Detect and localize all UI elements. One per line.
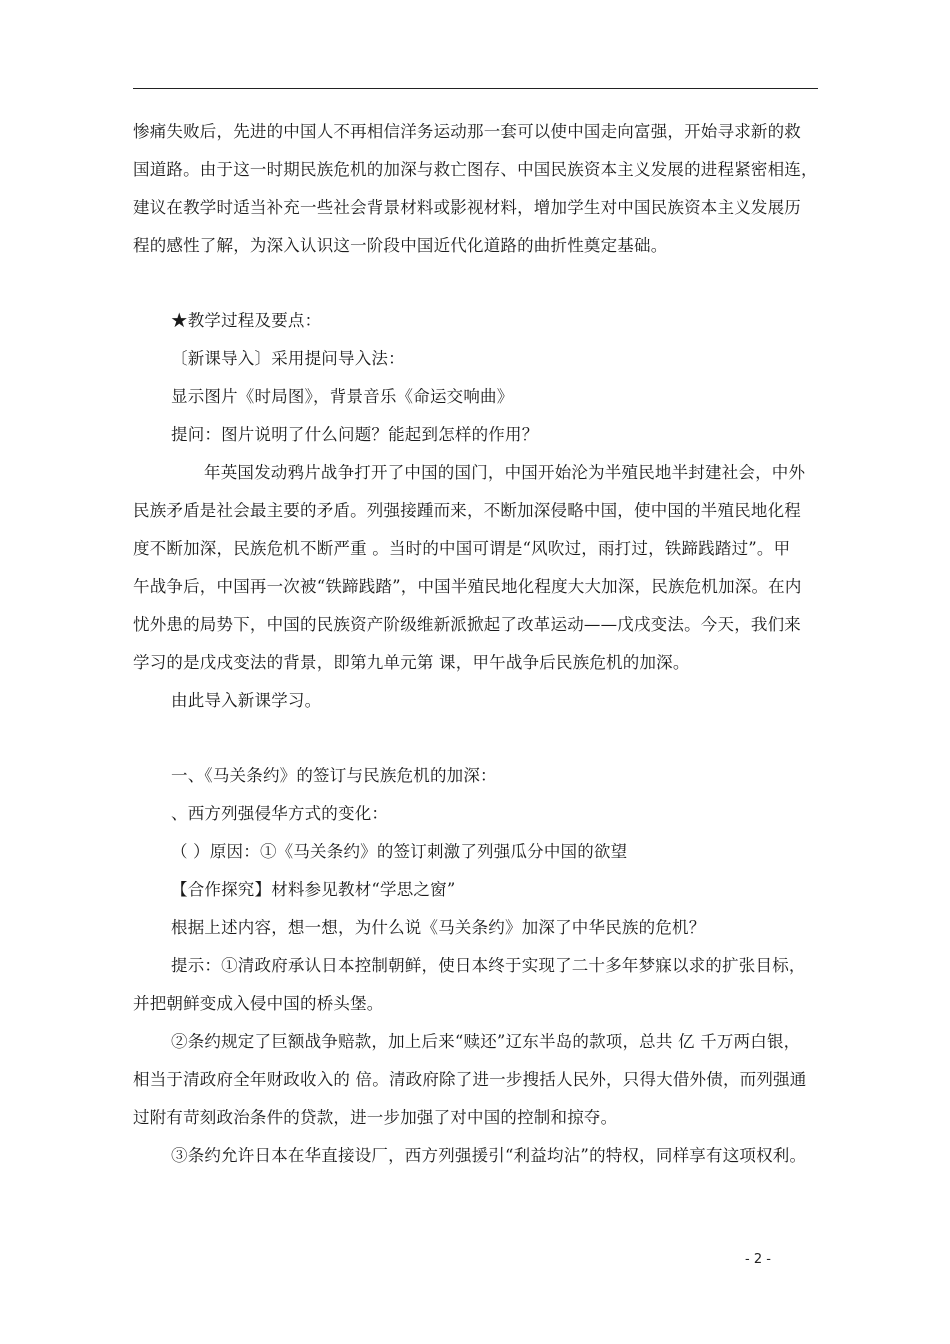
think-question: 根据上述内容，想一想，为什么说《马关条约》加深了中华民族的危机？ bbox=[171, 918, 706, 937]
process-heading: ★教学过程及要点： bbox=[171, 311, 322, 330]
answer-line-2: 民族矛盾是社会最主要的矛盾。列强接踵而来，不断加深侵略中国，使中国的半殖民地化程 bbox=[133, 501, 801, 520]
hint-3-line-1: ③条约允许日本在华直接设厂，西方列强援引“利益均沾”的特权，同样享有这项权利。 bbox=[171, 1146, 807, 1165]
page-body bbox=[133, 113, 818, 1175]
hint-1-line-1: 提示：①清政府承认日本控制朝鲜，使日本终于实现了二十多年梦寐以求的扩张目标， bbox=[171, 956, 806, 975]
answer-line-6: 学习的是戊戌变法的背景，即第九单元第 课，甲午战争后民族危机的加深。 bbox=[133, 653, 690, 672]
section-title: 一、《马关条约》的签订与民族危机的加深： bbox=[171, 766, 497, 785]
intro-line-2: 国道路。由于这一时期民族危机的加深与救亡图存、中国民族资本主义发展的进程紧密相连， bbox=[133, 160, 818, 179]
intro-line-1: 惨痛失败后，先进的中国人不再相信洋务运动那一套可以使中国走向富强，开始寻求新的救 bbox=[133, 122, 801, 141]
answer-line-3: 度不断加深，民族危机不断严重 。当时的中国可谓是“风吹过，雨打过，铁蹄践踏过”。甲 bbox=[133, 539, 791, 558]
hint-2-line-1: ②条约规定了巨额战争赔款，加上后来“赎还”辽东半岛的款项，总共 亿 千万两白银， bbox=[171, 1032, 801, 1051]
intro-line-3: 建议在教学时适当补充一些社会背景材料或影视材料，增加学生对中国民族资本主义发展历 bbox=[133, 198, 801, 217]
hint-2-line-2: 相当于清政府全年财政收入的 倍。清政府除了进一步搜括人民外，只得大借外债，而列强通 bbox=[133, 1070, 807, 1089]
hint-2-line-3: 过附有苛刻政治条件的贷款，进一步加强了对中国的控制和掠夺。 bbox=[133, 1108, 618, 1127]
hint-1-line-2: 并把朝鲜变成入侵中国的桥头堡。 bbox=[133, 994, 384, 1013]
reason: （ ）原因：①《马关条约》的签订刺激了列强瓜分中国的欲望 bbox=[171, 842, 628, 861]
show-picture: 显示图片《时局图》，背景音乐《命运交响曲》 bbox=[171, 387, 514, 406]
lead-in: 由此导入新课学习。 bbox=[171, 691, 322, 710]
answer-line-5: 忧外患的局势下，中国的民族资产阶级维新派掀起了改革运动——戊戌变法。今天，我们来 bbox=[133, 615, 801, 634]
intro-line-4: 程的感性了解，为深入认识这一阶段中国近代化道路的曲折性奠定基础。 bbox=[133, 236, 668, 255]
subsection-title: 、西方列强侵华方式的变化： bbox=[171, 804, 389, 823]
intro-method: 〔新课导入〕采用提问导入法： bbox=[171, 349, 405, 368]
page-number: - 2 - bbox=[745, 1252, 771, 1267]
answer-line-1: 年英国发动鸦片战争打开了中国的国门，中国开始沦为半殖民地半封建社会，中外 bbox=[204, 463, 806, 482]
cooperative-inquiry: 【合作探究】材料参见教材“学思之窗” bbox=[171, 880, 456, 899]
header-rule bbox=[133, 88, 818, 89]
answer-line-4: 午战争后，中国再一次被“铁蹄践踏”，中国半殖民地化程度大大加深，民族危机加深。在内 bbox=[133, 577, 802, 596]
question: 提问：图片说明了什么问题？能起到怎样的作用？ bbox=[171, 425, 539, 444]
